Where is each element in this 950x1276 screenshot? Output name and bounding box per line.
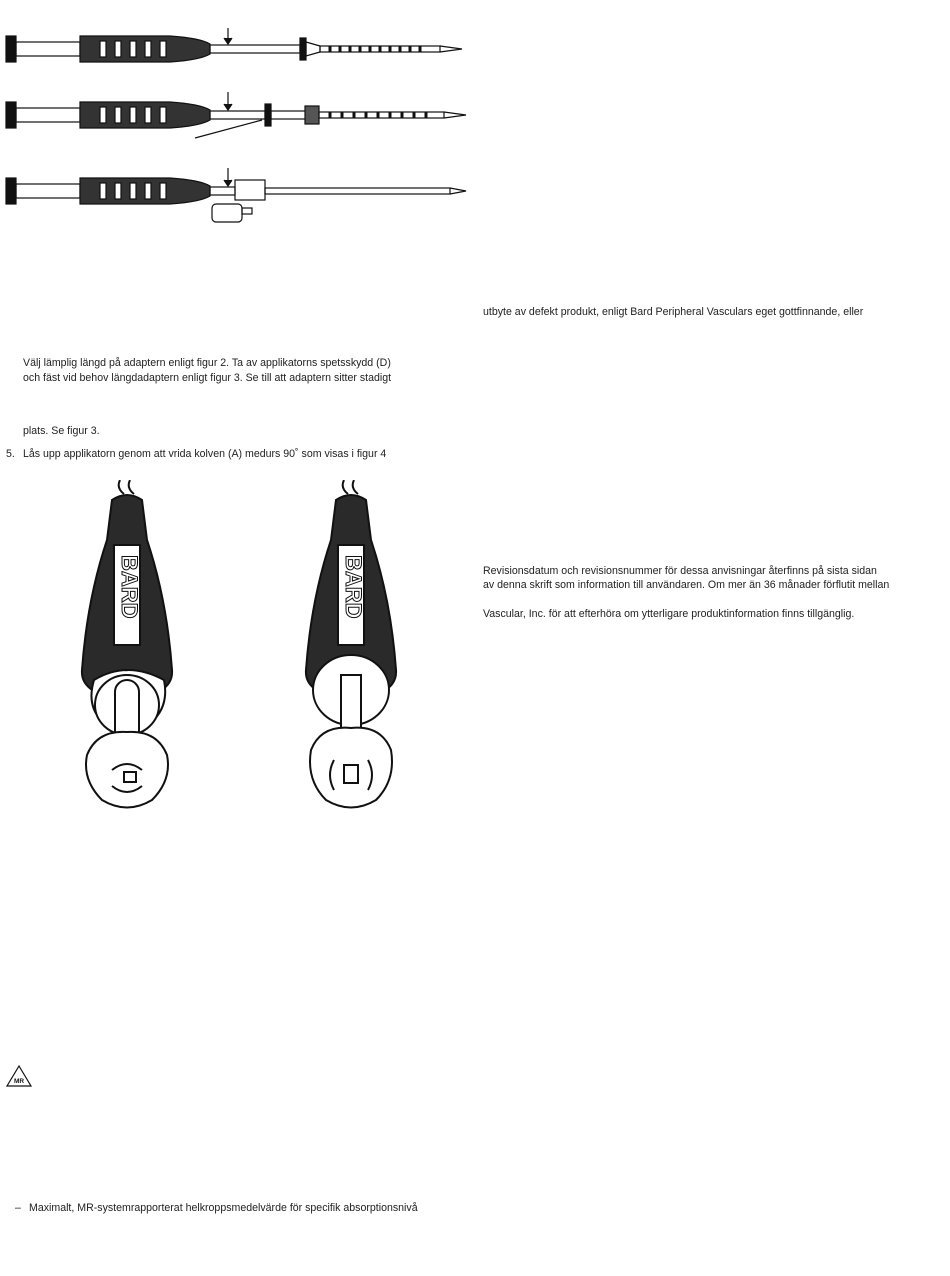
sar-text: Maximalt, MR-systemrapporterat helkroppsmedelvärde för specifik absorptionsnivå bbox=[29, 1202, 418, 1214]
applicator-side-view-2 bbox=[0, 92, 470, 142]
step4-tail: plats. Se figur 3. bbox=[23, 425, 100, 437]
step4-line1: Välj lämplig längd på adaptern enligt figur 2. Ta av applikatorns spetsskydd (D) bbox=[23, 357, 391, 369]
mr-conditional-icon bbox=[5, 1064, 33, 1088]
warranty-text: utbyte av defekt produkt, enligt Bard Peripheral Vasculars eget gottfinnande, eller bbox=[483, 306, 864, 318]
revision-line3: Vascular, Inc. för att efterhöra om ytterligare produktinformation finns tillgänglig. bbox=[483, 608, 855, 620]
step4-line2: och fäst vid behov längdadaptern enligt figur 3. Se till att adaptern sitter stadigt bbox=[23, 372, 392, 384]
mr-symbol-text: MR bbox=[13, 1078, 25, 1085]
revision-line2: av denna skrift som information till användaren. Om mer än 36 månader förflutit mellan bbox=[483, 579, 890, 591]
revision-line1: Revisionsdatum och revisionsnummer för dessa anvisningar återfinns på sista sidan bbox=[483, 565, 877, 577]
step5-number: 5. bbox=[6, 448, 15, 460]
step5-text: Lås upp applikatorn genom att vrida kolven (A) medurs 90˚ som visas i figur 4 bbox=[23, 448, 387, 460]
applicator-side-view-1 bbox=[0, 28, 470, 76]
sar-dash: – bbox=[15, 1202, 21, 1214]
applicator-handle-left bbox=[72, 480, 182, 820]
brand-label-left: BARD bbox=[117, 555, 142, 619]
applicator-side-view-3 bbox=[0, 168, 470, 226]
brand-label-right: BARD bbox=[341, 555, 366, 619]
applicator-handle-right bbox=[296, 480, 406, 820]
